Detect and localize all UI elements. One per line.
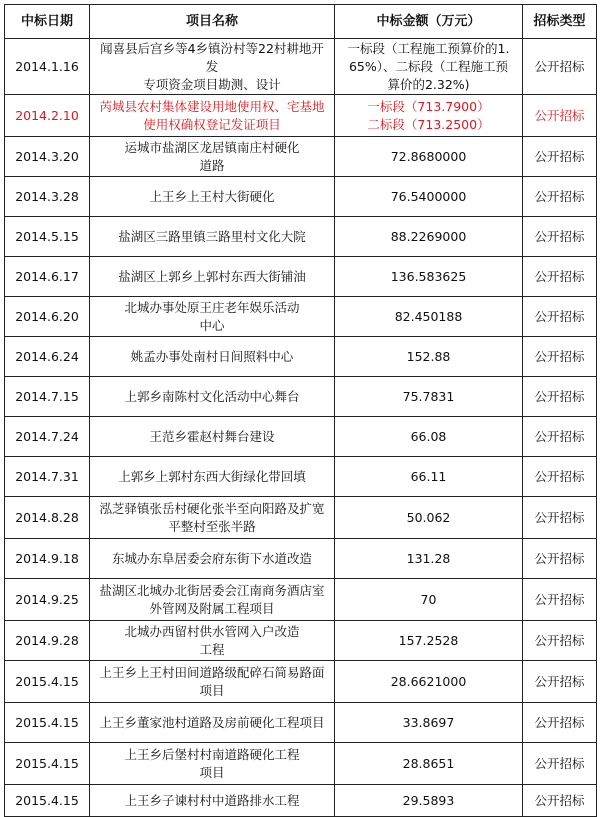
table-row: [5, 217, 597, 257]
cell-name: 王范乡霍赵村舞台建设: [90, 417, 335, 457]
cell-amount: 82.450188: [335, 297, 523, 337]
cell-date: 2014.8.28: [5, 497, 90, 539]
cell-amount: 28.6621000: [335, 661, 523, 703]
header-type: 招标类型: [523, 5, 597, 39]
table-row: [5, 297, 597, 337]
cell-type: 公开招标: [523, 257, 597, 297]
cell-type: 公开招标: [523, 337, 597, 377]
cell-amount: 一标段（713.7900） 二标段（713.2500）: [335, 95, 523, 137]
cell-amount: 76.5400000: [335, 177, 523, 217]
table-row: [5, 579, 597, 621]
cell-amount: 29.5893: [335, 785, 523, 817]
cell-date: 2014.7.31: [5, 457, 90, 497]
cell-date: 2014.7.15: [5, 377, 90, 417]
cell-name: 盐湖区北城办北街居委会江南商务酒店室 外管网及附属工程项目: [90, 579, 335, 621]
cell-name: 运城市盐湖区龙居镇南庄村硬化 道路: [90, 137, 335, 177]
cell-amount: 50.062: [335, 497, 523, 539]
cell-date: 2014.1.16: [5, 39, 90, 95]
cell-type: 公开招标: [523, 39, 597, 95]
cell-name: 上王乡上王村大街硬化: [90, 177, 335, 217]
cell-type: 公开招标: [523, 377, 597, 417]
table-row: [5, 661, 597, 703]
cell-type: 公开招标: [523, 703, 597, 743]
cell-type: 公开招标: [523, 297, 597, 337]
table-row: [5, 785, 597, 817]
cell-amount: 66.08: [335, 417, 523, 457]
table-row: [5, 377, 597, 417]
cell-name: 上王乡子谏村村中道路排水工程: [90, 785, 335, 817]
cell-date: 2015.4.15: [5, 703, 90, 743]
cell-amount: 28.8651: [335, 743, 523, 785]
cell-amount: 152.88: [335, 337, 523, 377]
cell-date: 2014.7.24: [5, 417, 90, 457]
cell-amount: 88.2269000: [335, 217, 523, 257]
cell-name: 上郭乡南陈村文化活动中心舞台: [90, 377, 335, 417]
cell-amount: 一标段（工程施工预算价的1. 65%）、二标段（工程施工预 算价的2.32%): [335, 39, 523, 95]
table-row: [5, 337, 597, 377]
cell-type: 公开招标: [523, 177, 597, 217]
cell-type: 公开招标: [523, 539, 597, 579]
table-row: [5, 177, 597, 217]
table-row: [5, 39, 597, 95]
table-row: [5, 95, 597, 137]
table-row: [5, 539, 597, 579]
cell-amount: 157.2528: [335, 621, 523, 661]
header-amount: 中标金额（万元）: [335, 5, 523, 39]
cell-name: 北城办西留村供水管网入户改造 工程: [90, 621, 335, 661]
cell-date: 2014.2.10: [5, 95, 90, 137]
table-row: [5, 621, 597, 661]
cell-name: 盐湖区上郭乡上郭村东西大街铺油: [90, 257, 335, 297]
cell-name: 上王乡上王村田间道路级配碎石简易路面 项目: [90, 661, 335, 703]
cell-date: 2014.9.28: [5, 621, 90, 661]
cell-date: 2014.6.17: [5, 257, 90, 297]
cell-type: 公开招标: [523, 95, 597, 137]
cell-name: 姚孟办事处南村日间照料中心: [90, 337, 335, 377]
cell-amount: 66.11: [335, 457, 523, 497]
table-row: [5, 137, 597, 177]
cell-name: 上王乡后堡村村南道路硬化工程 项目: [90, 743, 335, 785]
cell-date: 2014.5.15: [5, 217, 90, 257]
table-row: [5, 457, 597, 497]
cell-type: 公开招标: [523, 217, 597, 257]
bid-results-table: [4, 4, 597, 817]
cell-type: 公开招标: [523, 497, 597, 539]
cell-type: 公开招标: [523, 743, 597, 785]
cell-type: 公开招标: [523, 785, 597, 817]
cell-type: 公开招标: [523, 579, 597, 621]
cell-date: 2014.3.20: [5, 137, 90, 177]
cell-name: 盐湖区三路里镇三路里村文化大院: [90, 217, 335, 257]
cell-date: 2014.6.24: [5, 337, 90, 377]
header-name: 项目名称: [90, 5, 335, 39]
cell-amount: 33.8697: [335, 703, 523, 743]
cell-amount: 72.8680000: [335, 137, 523, 177]
cell-name: 芮城县农村集体建设用地使用权、宅基地 使用权确权登记发证项目: [90, 95, 335, 137]
header-row: [5, 5, 597, 39]
cell-type: 公开招标: [523, 621, 597, 661]
cell-name: 上郭乡上郭村东西大街绿化带回填: [90, 457, 335, 497]
cell-date: 2015.4.15: [5, 785, 90, 817]
header-date: 中标日期: [5, 5, 90, 39]
table-row: [5, 703, 597, 743]
table-row: [5, 417, 597, 457]
cell-date: 2014.9.25: [5, 579, 90, 621]
cell-amount: 131.28: [335, 539, 523, 579]
cell-name: 上王乡董家池村道路及房前硬化工程项目: [90, 703, 335, 743]
cell-date: 2014.6.20: [5, 297, 90, 337]
table-row: [5, 743, 597, 785]
cell-date: 2014.9.18: [5, 539, 90, 579]
cell-type: 公开招标: [523, 417, 597, 457]
cell-date: 2015.4.15: [5, 661, 90, 703]
cell-name: 北城办事处原王庄老年娱乐活动 中心: [90, 297, 335, 337]
cell-name: 闻喜县后宫乡等4乡镇汾村等22村耕地开发 专项资金项目勘测、设计: [90, 39, 335, 95]
cell-name: 泓芝驿镇张岳村硬化张半至向阳路及扩宽 平整村至张半路: [90, 497, 335, 539]
cell-type: 公开招标: [523, 661, 597, 703]
cell-amount: 70: [335, 579, 523, 621]
cell-amount: 75.7831: [335, 377, 523, 417]
cell-date: 2014.3.28: [5, 177, 90, 217]
cell-name: 东城办东阜居委会府东街下水道改造: [90, 539, 335, 579]
cell-date: 2015.4.15: [5, 743, 90, 785]
cell-amount: 136.583625: [335, 257, 523, 297]
cell-type: 公开招标: [523, 137, 597, 177]
table-body: [5, 39, 597, 817]
cell-type: 公开招标: [523, 457, 597, 497]
table-row: [5, 257, 597, 297]
table-row: [5, 497, 597, 539]
